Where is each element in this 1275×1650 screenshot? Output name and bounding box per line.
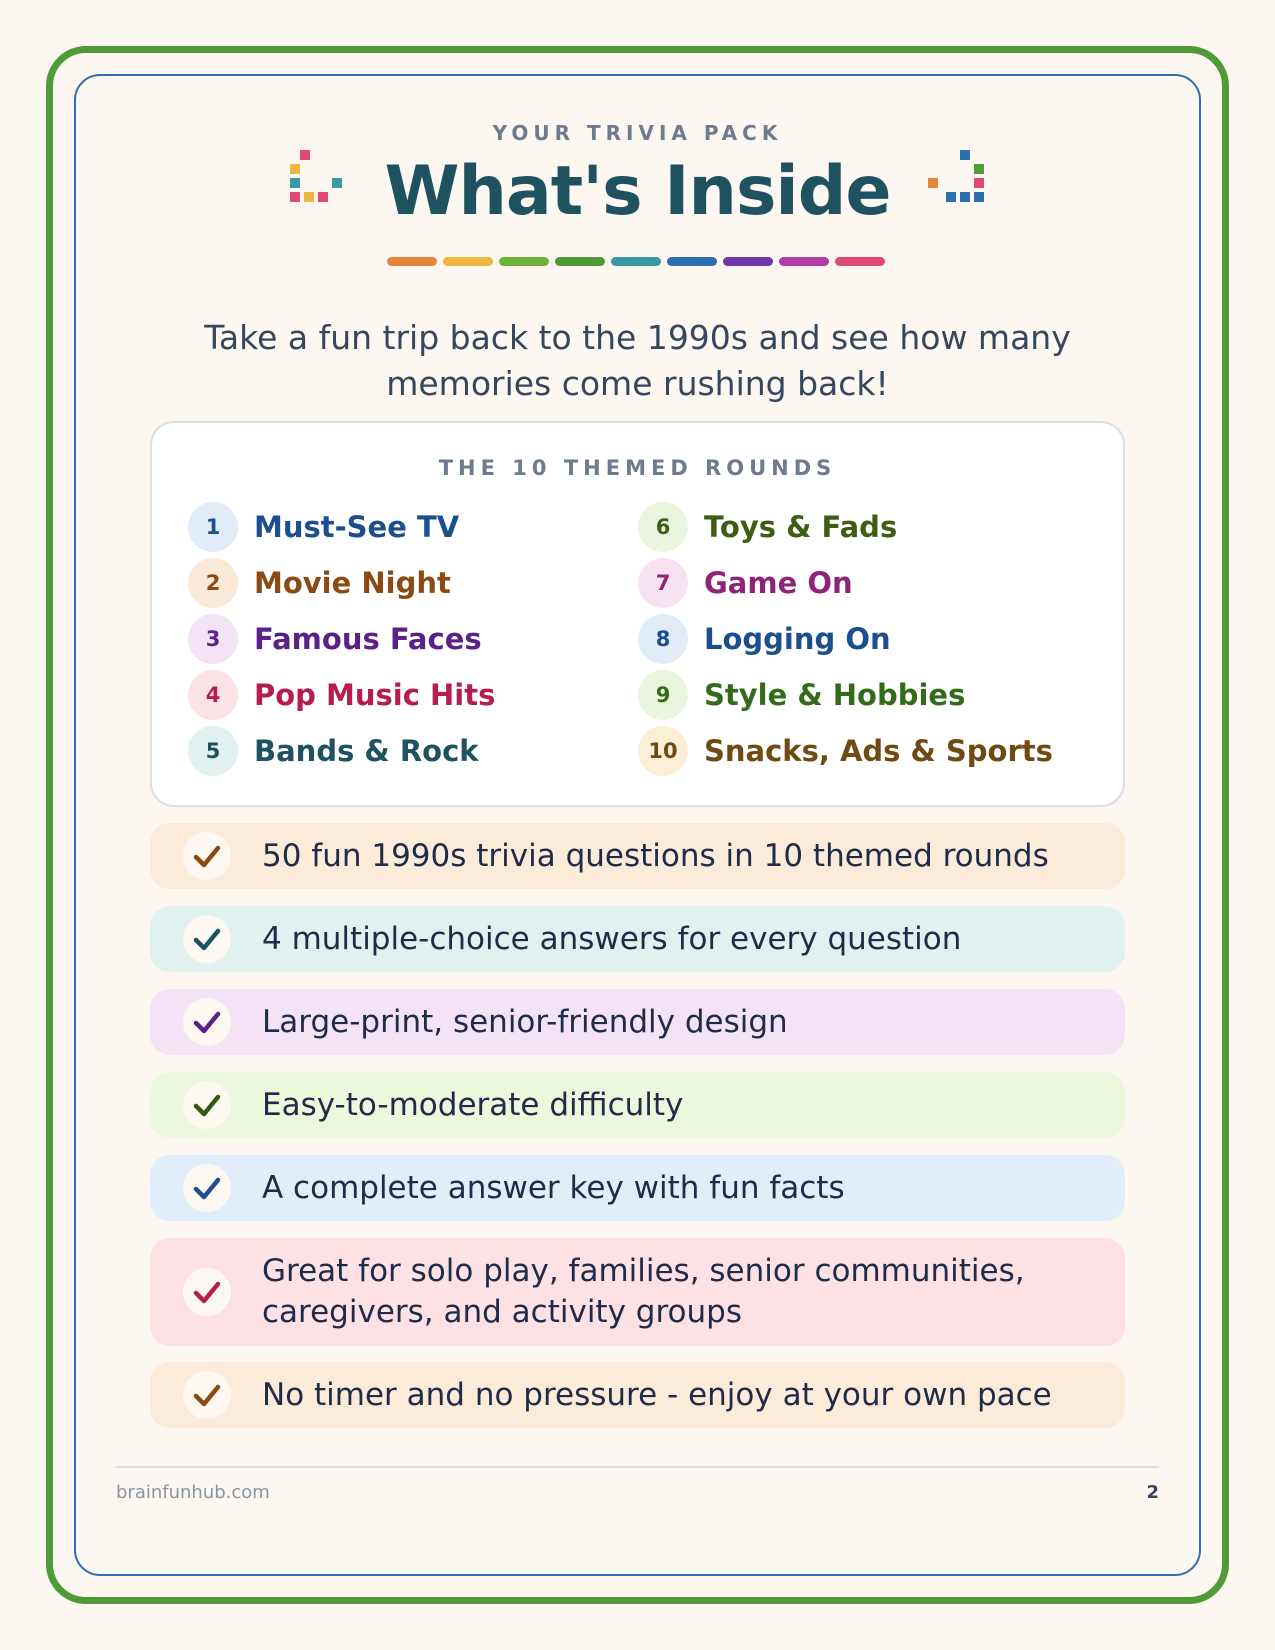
rounds-card (150, 421, 1125, 807)
round-item (188, 614, 482, 664)
page-number: 2 (1146, 1482, 1159, 1503)
feature-text: Easy-to-moderate difficulty (262, 1086, 684, 1123)
round-number-badge: 6 (638, 502, 688, 552)
checkmark-icon (183, 1268, 231, 1316)
round-label: Game On (704, 566, 853, 600)
round-label: Pop Music Hits (254, 678, 496, 712)
round-item (188, 726, 479, 776)
checkmark-icon (183, 1164, 231, 1212)
round-item (638, 726, 1053, 776)
footer-site: brainfunhub.com (116, 1482, 270, 1503)
round-label: Snacks, Ads & Sports (704, 734, 1053, 768)
round-label: Logging On (704, 622, 891, 656)
feature-text: 50 fun 1990s trivia questions in 10 themed rounds (262, 837, 1049, 874)
round-item (188, 558, 451, 608)
round-number-badge: 4 (188, 670, 238, 720)
round-number-badge: 8 (638, 614, 688, 664)
rainbow-divider (387, 257, 889, 266)
feature-text: Large-print, senior-friendly design (262, 1003, 788, 1040)
round-item (188, 670, 495, 720)
round-item (638, 614, 891, 664)
feature-item (150, 989, 1125, 1055)
feature-item (150, 1155, 1125, 1221)
checkmark-icon (183, 1081, 231, 1129)
rounds-title: THE 10 THEMED ROUNDS (438, 456, 837, 480)
round-number-badge: 3 (188, 614, 238, 664)
checkmark-icon (183, 1371, 231, 1419)
page-title: What's Inside (384, 152, 891, 231)
round-label: Must-See TV (254, 510, 460, 544)
pixel-decoration-right-icon (928, 150, 984, 206)
round-number-badge: 9 (638, 670, 688, 720)
round-number-badge: 5 (188, 726, 238, 776)
checkmark-icon (183, 832, 231, 880)
checkmark-icon (183, 998, 231, 1046)
round-label: Toys & Fads (704, 510, 898, 544)
round-number-badge: 1 (188, 502, 238, 552)
feature-item (150, 906, 1125, 972)
feature-item (150, 1362, 1125, 1428)
checkmark-icon (183, 915, 231, 963)
feature-text: Great for solo play, families, senior communities, caregivers, and activity groups (262, 1253, 1025, 1330)
round-item (638, 558, 853, 608)
round-item (638, 502, 897, 552)
round-item (188, 502, 459, 552)
intro-text: Take a fun trip back to the 1990s and see how many memories come rushing back! (204, 318, 1071, 403)
feature-text: A complete answer key with fun facts (262, 1169, 845, 1206)
round-label: Style & Hobbies (704, 678, 966, 712)
feature-text: No timer and no pressure - enjoy at your own pace (262, 1376, 1052, 1413)
feature-item (150, 1072, 1125, 1138)
round-number-badge: 7 (638, 558, 688, 608)
round-item (638, 670, 965, 720)
round-label: Famous Faces (254, 622, 482, 656)
round-label: Bands & Rock (254, 734, 479, 768)
feature-item (150, 823, 1125, 889)
round-number-badge: 2 (188, 558, 238, 608)
eyebrow-label: YOUR TRIVIA PACK (492, 121, 783, 145)
feature-text: 4 multiple-choice answers for every question (262, 920, 962, 957)
round-label: Movie Night (254, 566, 451, 600)
round-number-badge: 10 (638, 726, 688, 776)
feature-item (150, 1238, 1125, 1346)
footer-divider (116, 1466, 1159, 1468)
